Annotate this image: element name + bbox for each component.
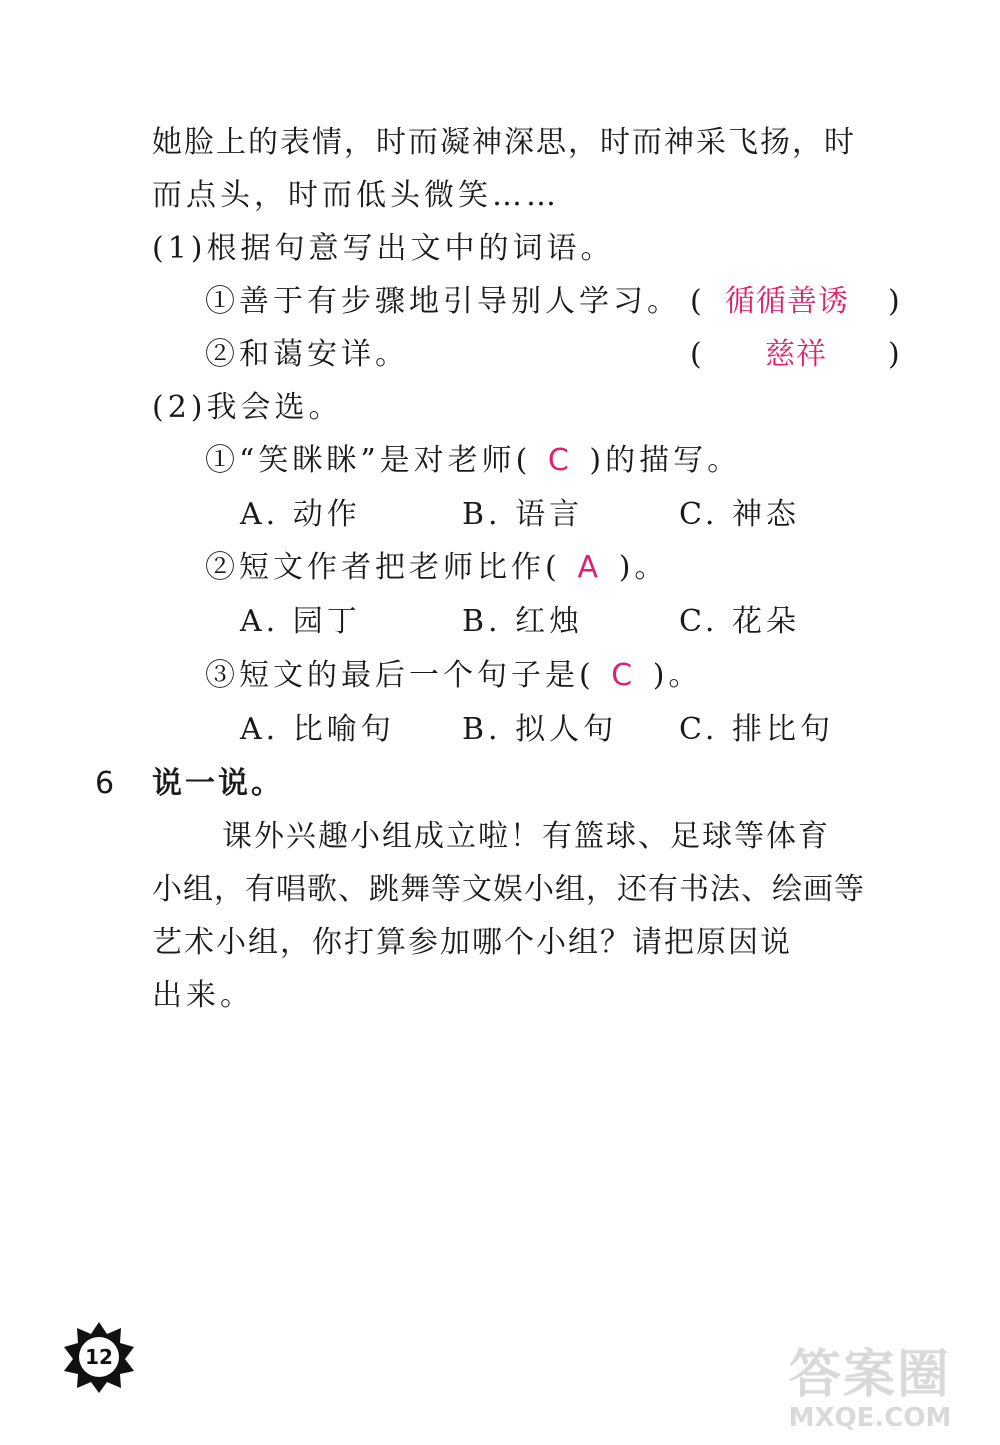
option-a: A. 园丁 <box>240 604 361 639</box>
question-number: 6 <box>95 766 115 801</box>
answer-choice: C <box>611 658 637 693</box>
option-c: C. 神态 <box>679 497 800 532</box>
part2-question-2: ②短文作者把老师比作( A )。 <box>205 548 668 588</box>
part2-question-1: ①“笑眯眯”是对老师( C )的描写。 <box>205 441 741 481</box>
question-title: 说一说。 <box>152 766 284 801</box>
page-number-badge <box>62 1320 136 1394</box>
item-text: ①善于有步骤地引导别人学习。 <box>205 284 681 319</box>
item-text: ②和蔼安详。 <box>205 337 409 372</box>
option-b: B. 红烛 <box>462 604 584 639</box>
open-paren: ( <box>690 284 706 319</box>
watermark-url: MXQE.COM <box>788 1403 952 1433</box>
page-number: 12 <box>85 1345 113 1369</box>
close-paren: ) <box>888 337 904 372</box>
answer-xunxunshanyou: 循循善诱 <box>725 284 849 319</box>
passage-line-2 <box>152 176 560 216</box>
part2-question-3: ③短文的最后一个句子是( C )。 <box>205 656 702 696</box>
passage-text: 她脸上的表情，时而凝神深思，时而神采飞扬，时 <box>152 125 856 160</box>
watermark-title: 答案圈 <box>788 1345 951 1405</box>
answer-choice: A <box>577 550 602 585</box>
passage-text: 而点头，时而低头微笑…… <box>152 178 560 213</box>
watermark-logo <box>750 1345 990 1435</box>
option-c: C. 花朵 <box>679 604 800 639</box>
q6-line-1: 课外兴趣小组成立啦！有篮球、足球等体育 <box>222 819 830 854</box>
option-a: A. 比喻句 <box>240 712 395 747</box>
q6-line-4: 出来。 <box>152 978 254 1013</box>
part1-label: (1)根据句意写出文中的词语。 <box>152 231 615 266</box>
option-a: A. 动作 <box>240 497 361 532</box>
q6-line-2: 小组，有唱歌、跳舞等文娱小组，还有书法、绘画等 <box>152 872 865 907</box>
close-paren: ) <box>888 284 904 319</box>
open-paren: ( <box>690 337 706 372</box>
part2-label: (2)我会选。 <box>152 390 343 425</box>
answer-choice: C <box>547 443 573 478</box>
option-b: B. 拟人句 <box>462 712 618 747</box>
option-c: C. 排比句 <box>679 712 834 747</box>
part1-item-1 <box>205 282 905 322</box>
answer-cixiang: 慈祥 <box>765 337 827 372</box>
q6-line-3: 艺术小组，你打算参加哪个小组？请把原因说 <box>152 925 792 960</box>
passage-line-1 <box>152 123 902 163</box>
part1-item-2 <box>205 335 905 375</box>
option-b: B. 语言 <box>462 497 584 532</box>
